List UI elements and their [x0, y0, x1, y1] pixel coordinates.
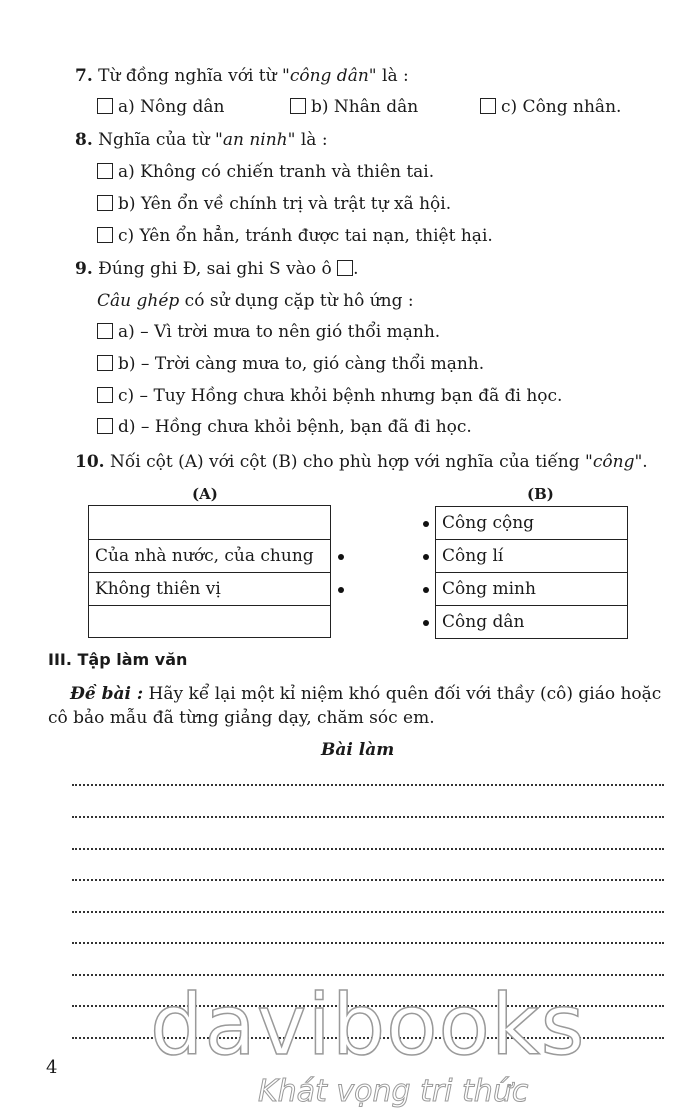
q7-option-b[interactable]: b) Nhân dân: [290, 97, 418, 117]
watermark-brand: davibooks: [150, 976, 586, 1074]
q9-subprompt: Câu ghép có sử dụng cặp từ hô ứng :: [97, 291, 414, 311]
column-a-cell: Của nhà nước, của chung: [89, 540, 330, 573]
watermark-slogan: Khát vọng tri thức: [258, 1074, 529, 1109]
q8-option-a[interactable]: a) Không có chiến tranh và thiên tai.: [97, 162, 434, 182]
checkbox[interactable]: [97, 98, 113, 114]
q8-prompt: 8. Nghĩa của từ "an ninh" là :: [75, 130, 328, 150]
bai-lam-heading: Bài làm: [321, 740, 395, 760]
checkbox[interactable]: [290, 98, 306, 114]
checkbox[interactable]: [97, 418, 113, 434]
column-a-cell: [89, 506, 330, 540]
checkbox[interactable]: [97, 227, 113, 243]
column-b-table: [435, 506, 628, 639]
column-b-cell: Công dân: [442, 612, 525, 632]
answer-box-icon: [337, 260, 353, 276]
checkbox[interactable]: [97, 195, 113, 211]
match-dot-b[interactable]: [423, 587, 429, 593]
writing-line[interactable]: [72, 784, 664, 786]
writing-line[interactable]: [72, 911, 664, 913]
writing-line[interactable]: [72, 942, 664, 944]
match-dot-b[interactable]: [423, 521, 429, 527]
column-a-cell: [89, 606, 330, 637]
match-dot-a[interactable]: [338, 554, 344, 560]
column-a-cell: Không thiên vị: [89, 573, 330, 606]
q7-option-a[interactable]: a) Nông dân: [97, 97, 224, 117]
checkbox[interactable]: [480, 98, 496, 114]
q7-option-c[interactable]: c) Công nhân.: [480, 97, 621, 117]
column-b-header: (B): [527, 485, 554, 503]
q7-number: 7.: [75, 66, 93, 86]
q8-option-c[interactable]: c) Yên ổn hẳn, tránh được tai nạn, thiệt hại.: [97, 226, 493, 246]
column-b-cell: Công lí: [436, 540, 627, 573]
section-title: III. Tập làm văn: [48, 650, 188, 669]
checkbox[interactable]: [97, 323, 113, 339]
match-dot-b[interactable]: [423, 554, 429, 560]
q8-option-b[interactable]: b) Yên ổn về chính trị và trật tự xã hội.: [97, 194, 451, 214]
writing-line[interactable]: [72, 816, 664, 818]
q8-number: 8.: [75, 130, 93, 150]
q9-option-a[interactable]: a) – Vì trời mưa to nên gió thổi mạnh.: [97, 322, 440, 342]
checkbox[interactable]: [97, 355, 113, 371]
de-bai-line-1: Đề bài : Hãy kể lại một kỉ niệm khó quên đối với thầy (cô) giáo hoặc: [70, 684, 662, 704]
writing-line[interactable]: [72, 879, 664, 881]
q9-prompt: 9. Đúng ghi Đ, sai ghi S vào ô .: [75, 259, 359, 279]
q9-option-c[interactable]: c) – Tuy Hồng chưa khỏi bệnh nhưng bạn đã đi học.: [97, 386, 562, 406]
checkbox[interactable]: [97, 163, 113, 179]
writing-line[interactable]: [72, 848, 664, 850]
de-bai-line-2: cô bảo mẫu đã từng giảng dạy, chăm sóc em.: [48, 708, 435, 728]
q9-number: 9.: [75, 259, 93, 279]
column-b-cell: Công cộng: [436, 507, 627, 540]
column-b-cell: Công minh: [436, 573, 627, 606]
q9-option-d[interactable]: d) – Hồng chưa khỏi bệnh, bạn đã đi học.: [97, 417, 472, 437]
column-a-header: (A): [192, 485, 218, 503]
q10-number: 10.: [75, 452, 105, 472]
page-number: 4: [46, 1057, 58, 1078]
match-dot-b[interactable]: [423, 620, 429, 626]
q9-option-b[interactable]: b) – Trời càng mưa to, gió càng thổi mạnh.: [97, 354, 484, 374]
q10-prompt: 10. Nối cột (A) với cột (B) cho phù hợp với nghĩa của tiếng "công".: [75, 452, 648, 472]
checkbox[interactable]: [97, 387, 113, 403]
column-a-table: [88, 505, 331, 638]
q7-prompt: 7. Từ đồng nghĩa với từ "công dân" là :: [75, 66, 409, 86]
de-bai-label: Đề bài :: [70, 684, 144, 704]
match-dot-a[interactable]: [338, 587, 344, 593]
